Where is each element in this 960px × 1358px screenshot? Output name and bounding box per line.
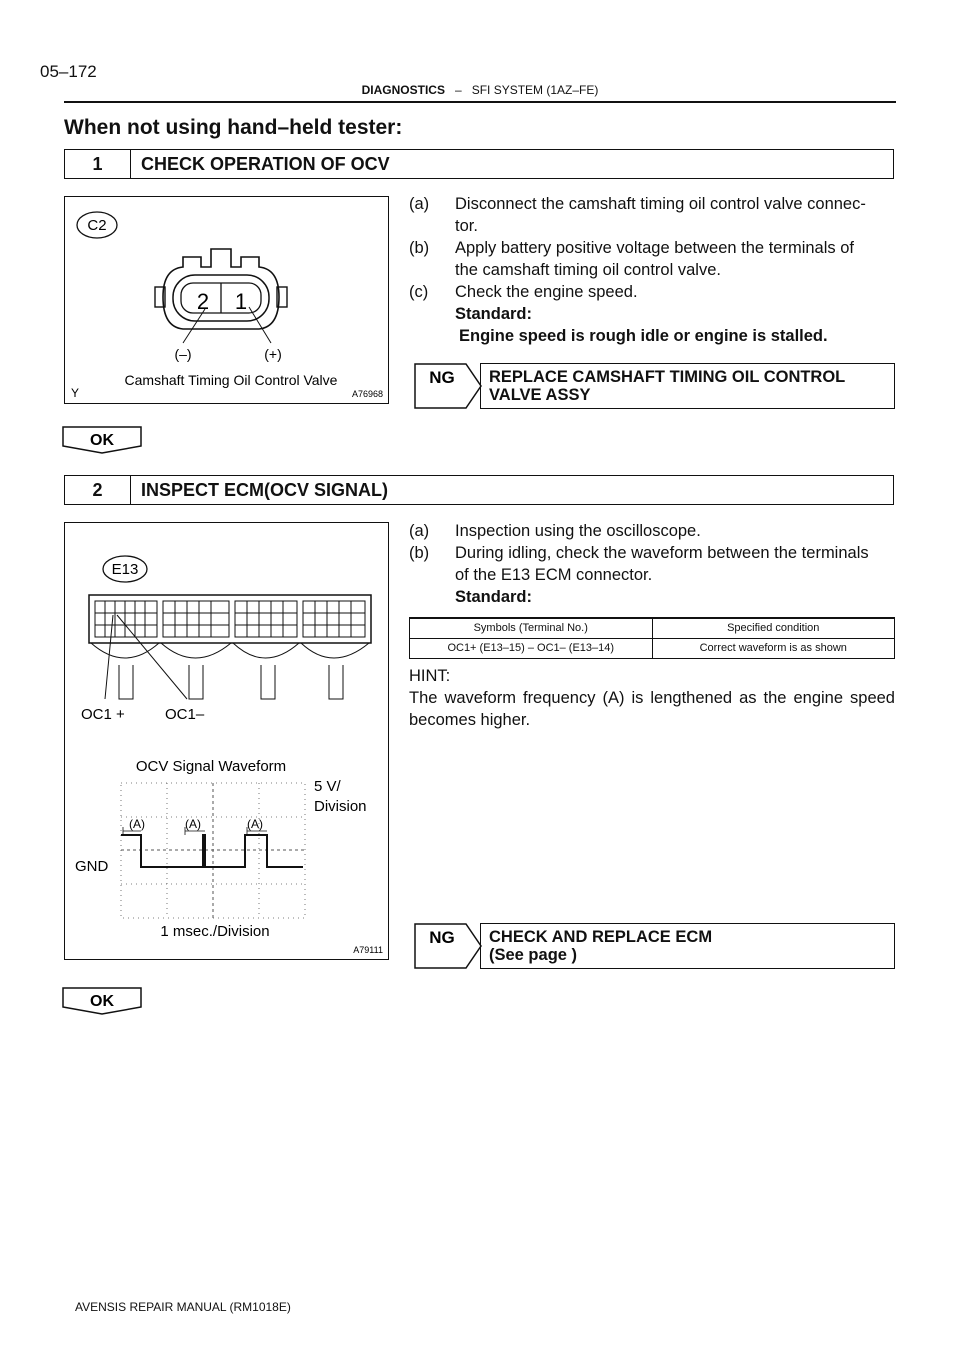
spec-table <box>409 617 895 659</box>
connector-e13-label: E13 <box>111 561 139 578</box>
ng-action-line: CHECK AND REPLACE ECM <box>489 928 713 946</box>
ng-label-2: NG <box>429 928 455 947</box>
instruction-item <box>409 520 895 542</box>
ng-action-box-1 <box>480 363 895 409</box>
standard-label: Standard: <box>455 305 533 323</box>
ng-label-1: NG <box>429 368 455 387</box>
step-2-bar <box>64 475 894 505</box>
instruction-text: Apply battery positive voltage between the terminals of <box>455 239 854 257</box>
oc1-minus-label: OC1– <box>165 706 205 723</box>
ocv-connector-figure <box>64 196 389 404</box>
header-title <box>64 83 896 97</box>
instruction-continuation: of the E13 ECM connector. <box>455 566 653 584</box>
step-1-bar <box>64 149 894 179</box>
ok-tag-2 <box>62 987 142 1015</box>
step-1-number: 1 <box>65 150 131 178</box>
pulse-a-label: (A) <box>129 817 145 831</box>
ecm-waveform-figure <box>64 522 389 960</box>
table-row <box>410 638 895 658</box>
step-1-instructions <box>409 193 895 347</box>
instruction-text: Check the engine speed. <box>455 283 638 301</box>
table-cell: Correct waveform is as shown <box>652 638 895 658</box>
ok-label-1: OK <box>90 432 114 449</box>
instruction-letter: (b) <box>409 544 430 562</box>
main-heading: When not using hand–held tester: <box>64 116 403 139</box>
instruction-item <box>409 237 895 259</box>
plus-terminal-label: (+) <box>264 346 282 362</box>
instruction-item <box>409 542 895 564</box>
step-2-instructions <box>409 520 895 608</box>
hint-text: The waveform frequency (A) is lengthened as the engine speed becomes higher. <box>409 689 895 729</box>
instruction-text: Inspection using the oscilloscope. <box>455 522 701 540</box>
instruction-letter: (a) <box>409 195 430 213</box>
hint-label: HINT: <box>409 667 451 685</box>
instruction-continuation: tor. <box>455 217 478 235</box>
table-header-cell: Symbols (Terminal No.) <box>410 618 653 638</box>
ocv-caption: Camshaft Timing Oil Control Valve <box>124 372 338 388</box>
time-division-label: 1 msec./Division <box>160 923 270 940</box>
header-rule <box>64 101 896 103</box>
ng-action-box-2 <box>480 923 895 969</box>
header-system: SFI SYSTEM (1AZ–FE) <box>471 83 599 97</box>
ocv-connector-diagram <box>65 197 387 402</box>
waveform-title: OCV Signal Waveform <box>135 758 287 775</box>
footer-manual-id: AVENSIS REPAIR MANUAL (RM1018E) <box>75 1300 291 1314</box>
instruction-text: During idling, check the waveform between the terminals <box>455 544 869 562</box>
terminal-2-label: 2 <box>196 289 210 314</box>
scope-center-axes <box>121 783 305 918</box>
standard-text: Engine speed is rough idle or engine is stalled. <box>459 327 828 345</box>
table-header-cell: Specified condition <box>652 618 895 638</box>
figure-corner-mark: Y <box>71 386 80 400</box>
instruction-item <box>409 193 895 215</box>
pulse-a-label: (A) <box>247 817 263 831</box>
instruction-item <box>409 281 895 303</box>
instruction-letter: (a) <box>409 522 430 540</box>
volt-division-label: 5 V/ <box>314 778 341 795</box>
header-separator: – <box>454 83 462 97</box>
ng-action-line: REPLACE CAMSHAFT TIMING OIL CONTROL <box>489 368 846 386</box>
ocv-waveform <box>121 835 303 867</box>
ecm-waveform-diagram <box>65 523 387 958</box>
figure-id-a79111: A79111 <box>353 945 383 955</box>
ng-action-line: (See page ) <box>489 946 578 964</box>
header-section: DIAGNOSTICS <box>361 83 445 97</box>
volt-division-label: Division <box>314 798 367 815</box>
instruction-letter: (c) <box>409 283 429 301</box>
terminal-1-label: 1 <box>234 289 248 314</box>
hint-block <box>409 665 895 731</box>
oc1-plus-label: OC1 + <box>81 706 125 723</box>
ng-action-line: VALVE ASSY <box>489 386 591 404</box>
page-number: 05–172 <box>40 62 97 81</box>
gnd-label: GND <box>75 858 109 875</box>
figure-id-a76968: A76968 <box>351 389 383 399</box>
table-cell: OC1+ (E13–15) – OC1– (E13–14) <box>410 638 653 658</box>
pulse-a-label: (A) <box>185 817 201 831</box>
step-1-title: CHECK OPERATION OF OCV <box>141 153 390 174</box>
table-header-row <box>410 618 895 638</box>
step-2-title: INSPECT ECM(OCV SIGNAL) <box>141 479 389 500</box>
standard-label: Standard: <box>455 588 533 606</box>
ng-arrow-1 <box>414 363 482 409</box>
instruction-text: Disconnect the camshaft timing oil control valve connec- <box>455 195 866 213</box>
ng-arrow-2 <box>414 923 482 969</box>
connector-c2-label: C2 <box>87 217 107 234</box>
instruction-letter: (b) <box>409 239 430 257</box>
ok-tag-1 <box>62 426 142 454</box>
ok-label-2: OK <box>90 993 114 1010</box>
step-2-number: 2 <box>65 476 131 504</box>
minus-terminal-label: (–) <box>174 346 192 362</box>
instruction-continuation: the camshaft timing oil control valve. <box>455 261 721 279</box>
